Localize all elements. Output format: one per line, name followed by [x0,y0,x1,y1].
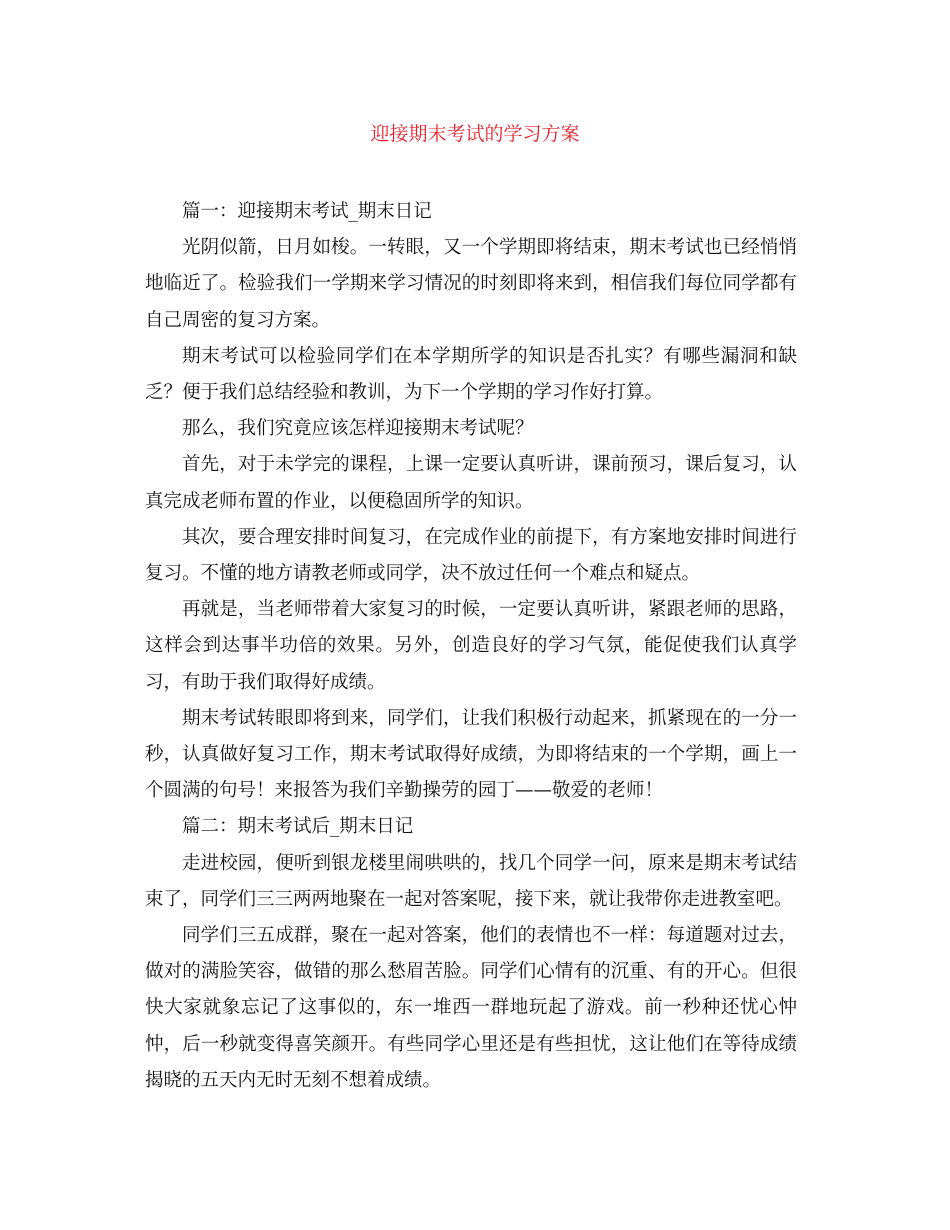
paragraph: 期末考试可以检验同学们在本学期所学的知识是否扎实？有哪些漏洞和缺乏？便于我们总结经验和教训，为下一个学期的学习作好打算。 [145,345,797,404]
paragraph: 其次，要合理安排时间复习，在完成作业的前提下，有方案地安排时间进行复习。不懂的地方请教老师或同学，决不放过任何一个难点和疑点。 [145,526,797,585]
paragraph: 首先，对于未学完的课程，上课一定要认真听讲，课前预习，课后复习，认真完成老师布置的作业，以便稳固所学的知识。 [145,454,797,512]
paragraph: 走进校园，便听到银龙楼里闹哄哄的，找几个同学一问，原来是期末考试结束了，同学们三三两两地聚在一起对答案呢，接下来，就让我带你走进教室吧。 [145,852,797,910]
paragraph: 那么，我们究竟应该怎样迎接期末考试呢？ [182,418,534,440]
paragraph: 光阴似箭，日月如梭。一转眼，又一个学期即将结束，期末考试也已经悄悄地临近了。检验我们一学期来学习情况的时刻即将来到，相信我们每位同学都有自己周密的复习方案。 [145,237,797,331]
section-heading: 篇二：期末考试后_期末日记 [182,816,414,838]
paragraph: 期末考试转眼即将到来，同学们，让我们积极行动起来，抓紧现在的一分一秒，认真做好复习工作，期末考试取得好成绩，为即将结束的一个学期，画上一个圆满的句号！来报答为我们辛勤操劳的园丁——敬爱的老师！ [145,707,797,802]
paragraph: 再就是，当老师带着大家复习的时候，一定要认真听讲，紧跟老师的思路，这样会到达事半功倍的效果。另外，创造良好的学习气氛，能促使我们认真学习，有助于我们取得好成绩。 [145,599,797,693]
paragraph: 同学们三五成群，聚在一起对答案，他们的表情也不一样：每道题对过去，做对的满脸笑容，做错的那么愁眉苦脸。同学们心情有的沉重、有的开心。但很快大家就象忘记了这事似的，东一堆西一群地玩起了游戏。前一秒种还忧心忡忡，后一秒就变得喜笑颜开。有些同学心里还是有些担忧，这让他们在等待成绩揭晓的五天内无时无刻不想着成绩。 [145,925,797,1091]
document-body [145,194,797,1099]
document-title: 迎接期末考试的学习方案 [370,123,580,145]
section-heading: 篇一：迎接期末考试_期末日记 [182,201,432,222]
